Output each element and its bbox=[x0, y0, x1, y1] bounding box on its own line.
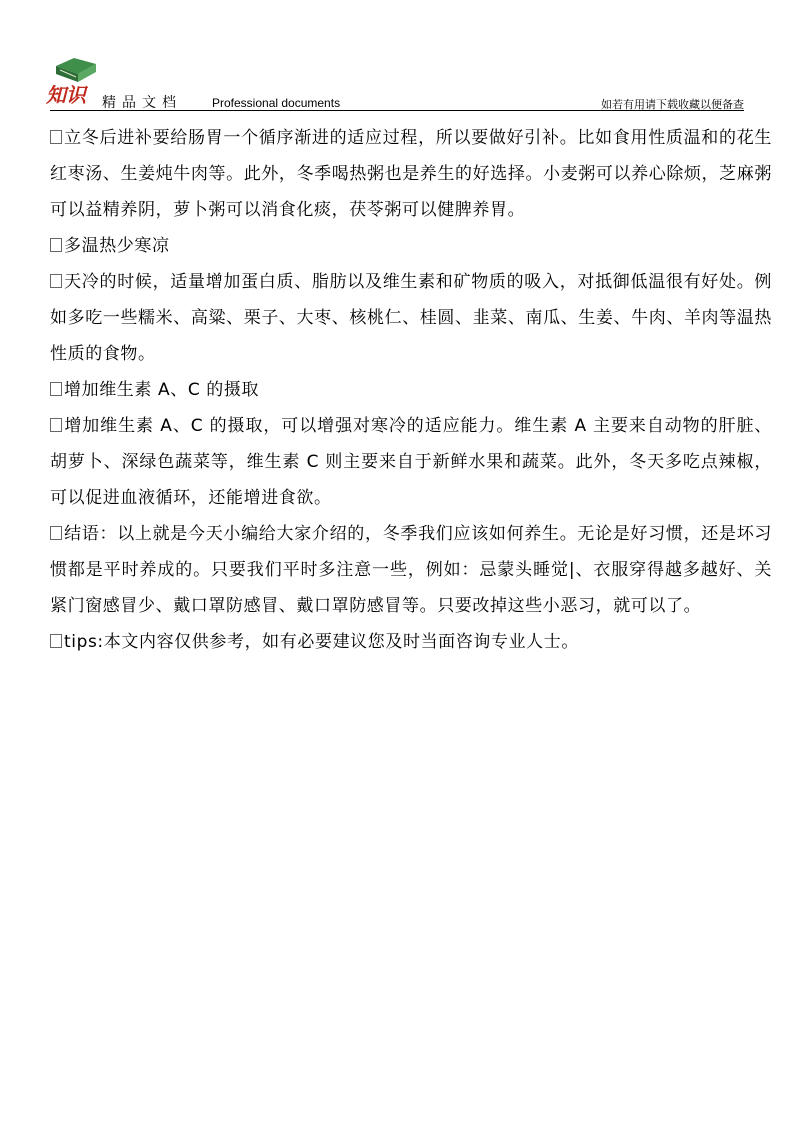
paragraph-conclusion bbox=[50, 516, 772, 624]
paragraph-text: 天冷的时候，适量增加蛋白质、脂肪以及维生素和矿物质的吸入，对抵御低温很有好处。例如多吃一些糯米、高粱、栗子、大枣、核桃仁、桂圆、韭菜、南瓜、生姜、牛肉、羊肉等温热性质的食物。 bbox=[50, 272, 772, 364]
paragraph-text: tips:本文内容仅供参考，如有必要建议您及时当面咨询专业人士。 bbox=[64, 632, 579, 652]
header-note: 如若有用请下载收藏以便备查 bbox=[601, 98, 744, 111]
page-header bbox=[0, 0, 794, 116]
heading-warm-food bbox=[50, 228, 772, 264]
bullet-box-icon bbox=[50, 382, 62, 396]
paragraph-intro bbox=[50, 120, 772, 228]
brand-subtitle: Professional documents bbox=[212, 96, 341, 110]
bullet-box-icon bbox=[50, 274, 62, 288]
svg-text:知识: 知识 bbox=[46, 83, 86, 106]
book-logo-icon bbox=[44, 52, 102, 106]
paragraph-tips bbox=[50, 624, 772, 660]
bullet-box-icon bbox=[50, 418, 62, 432]
paragraph-text: 增加维生素 A、C 的摄取，可以增强对寒冷的适应能力。维生素 A 主要来自动物的肝脏、胡萝卜、深绿色蔬菜等，维生素 C 则主要来自于新鲜水果和蔬菜。此外，冬天多吃点辣椒，可以促进血液循环，还能增进食欲。 bbox=[50, 416, 772, 508]
paragraph-vitamins bbox=[50, 408, 772, 516]
heading-text: 多温热少寒凉 bbox=[64, 236, 170, 256]
brand-title: 精品文档 bbox=[102, 95, 182, 111]
paragraph-warm-food bbox=[50, 264, 772, 372]
heading-vitamins bbox=[50, 372, 772, 408]
header-divider bbox=[50, 110, 744, 111]
heading-text: 增加维生素 A、C 的摄取 bbox=[64, 380, 260, 400]
document-body bbox=[50, 120, 772, 660]
bullet-box-icon bbox=[50, 526, 62, 540]
paragraph-text: 结语：以上就是今天小编给大家介绍的，冬季我们应该如何养生。无论是好习惯，还是坏习惯都是平时养成的。只要我们平时多注意一些，例如：忌蒙头睡觉|、衣服穿得越多越好、关紧门窗感冒少、戴口罩防感冒、戴口罩防感冒等。只要改掉这些小恶习，就可以了。 bbox=[50, 524, 772, 616]
bullet-box-icon bbox=[50, 238, 62, 252]
bullet-box-icon bbox=[50, 130, 62, 144]
bullet-box-icon bbox=[50, 634, 62, 648]
paragraph-text: 立冬后进补要给肠胃一个循序渐进的适应过程，所以要做好引补。比如食用性质温和的花生红枣汤、生姜炖牛肉等。此外，冬季喝热粥也是养生的好选择。小麦粥可以养心除烦，芝麻粥可以益精养阴，萝卜粥可以消食化痰，茯苓粥可以健脾养胃。 bbox=[50, 128, 772, 220]
